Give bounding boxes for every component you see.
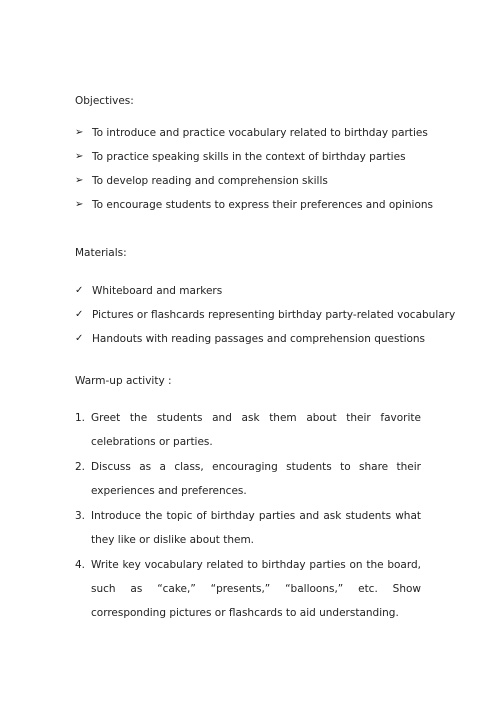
objectives-heading: Objectives: xyxy=(75,95,134,107)
list-item xyxy=(75,126,428,150)
list-item xyxy=(75,504,421,552)
list-item xyxy=(75,150,425,174)
step-text: Greet the students and ask them about their favorite celebrations or parties. xyxy=(91,412,421,448)
material-text: Handouts with reading passages and comprehension questions xyxy=(92,333,426,345)
step-text: Write key vocabulary related to birthday parties on the board, such as “cake,” “presents,” “balloons,” etc. Show corresponding pictures or flashcards to aid understanding. xyxy=(91,559,421,619)
objective-text: To practice speaking skills in the context of birthday parties xyxy=(92,151,406,163)
list-item xyxy=(75,308,456,332)
list-item xyxy=(75,455,421,503)
material-text: Whiteboard and markers xyxy=(92,285,223,297)
step-text: Discuss as a class, encouraging students to share their experiences and preferences. xyxy=(91,461,421,497)
objective-text: To develop reading and comprehension skills xyxy=(92,175,328,187)
objective-text: To introduce and practice vocabulary related to birthday parties xyxy=(92,127,428,139)
warmup-steps-list xyxy=(75,406,421,626)
material-text: Pictures or flashcards representing birthday party-related vocabulary xyxy=(92,309,456,321)
objectives-list xyxy=(75,126,434,222)
list-item xyxy=(75,553,421,625)
step-text: Introduce the topic of birthday parties and ask students what they like or dislike about them. xyxy=(91,510,421,546)
list-item xyxy=(75,406,421,454)
step-number: 3. xyxy=(75,510,86,522)
checkmark-bullet-icon: ✓ xyxy=(75,309,84,320)
step-number: 1. xyxy=(75,412,86,424)
materials-heading: Materials: xyxy=(75,247,127,259)
step-number: 4. xyxy=(75,559,86,571)
list-item xyxy=(75,174,425,198)
arrowhead-bullet-icon: ➢ xyxy=(75,127,84,138)
checkmark-bullet-icon: ✓ xyxy=(75,333,84,344)
list-item xyxy=(75,198,434,222)
materials-list xyxy=(75,284,456,356)
arrowhead-bullet-icon: ➢ xyxy=(75,151,84,162)
arrowhead-bullet-icon: ➢ xyxy=(75,175,84,186)
step-number: 2. xyxy=(75,461,86,473)
list-item xyxy=(75,332,425,356)
list-item xyxy=(75,284,425,308)
warmup-heading: Warm-up activity : xyxy=(75,375,172,387)
checkmark-bullet-icon: ✓ xyxy=(75,285,84,296)
arrowhead-bullet-icon: ➢ xyxy=(75,199,84,210)
objective-text: To encourage students to express their preferences and opinions xyxy=(92,199,434,211)
